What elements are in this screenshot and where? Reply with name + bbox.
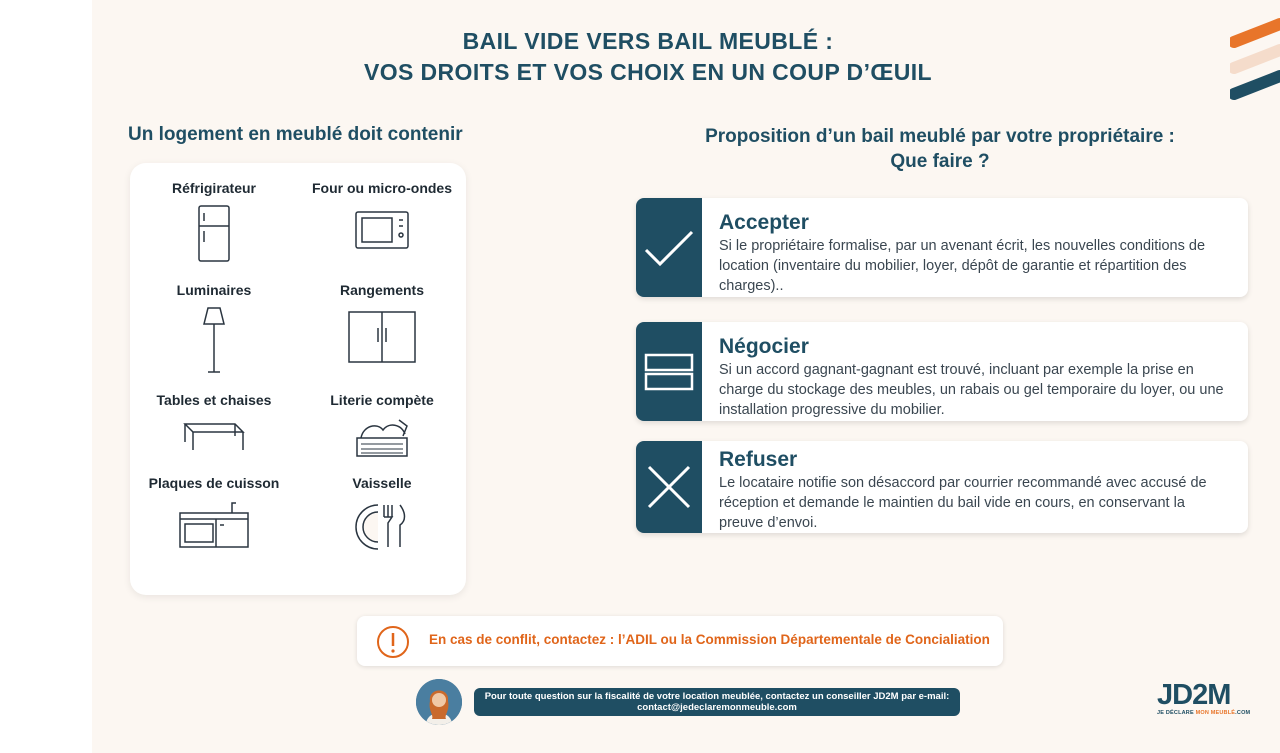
furniture-item-label: Réfrigirateur [171, 180, 257, 196]
furniture-item-label: Literie compète [330, 392, 434, 408]
page-title [300, 26, 996, 88]
option-title: Refuser [719, 448, 798, 471]
advisor-portrait [416, 679, 462, 725]
furniture-item-label: Plaques de cuisson [148, 475, 280, 491]
furniture-item-cooktop [130, 475, 298, 551]
contact-email[interactable]: contact@jedeclaremonmeuble.com [637, 702, 797, 713]
microwave-icon [354, 204, 410, 254]
options-heading [660, 124, 1220, 174]
furniture-item-microwave [298, 180, 466, 254]
furniture-heading: Un logement en meublé doit contenir [128, 124, 463, 145]
furniture-item-bedding [298, 392, 466, 462]
option-card-refuse [636, 441, 1248, 533]
furniture-card [130, 163, 466, 595]
title-line-2: VOS DROITS ET VOS CHOIX EN UN COUP D’ŒUIL [363, 59, 933, 85]
cabinet-icon [347, 306, 417, 366]
option-badge [636, 198, 702, 297]
logo-wordmark: JD2M [1157, 679, 1231, 711]
furniture-item-lamp [130, 282, 298, 376]
cross-icon [645, 463, 693, 511]
option-card-negotiate [636, 322, 1248, 421]
furniture-item-label: Vaisselle [352, 475, 412, 491]
option-title: Négocier [719, 335, 809, 358]
avatar [416, 679, 462, 725]
table-icon [181, 416, 247, 456]
furniture-item-dishes [298, 475, 466, 553]
plate-cutlery-icon [354, 499, 410, 553]
check-icon [642, 228, 696, 268]
option-badge [636, 441, 702, 533]
furniture-item-table [130, 392, 298, 456]
conflict-banner [357, 616, 1003, 666]
exclamation-circle-icon [376, 625, 410, 659]
furniture-item-storage [298, 282, 466, 366]
contact-banner [474, 688, 960, 716]
fridge-icon [194, 204, 234, 264]
option-text: Si un accord gagnant-gagnant est trouvé, incluant par exemple la prise en charge du stockage des meubles, un rabais ou gel temporaire du loyer, ou une installation progressive du mobilier. [719, 362, 1224, 418]
options-heading-line-1: Proposition d’un bail meublé par votre propriétaire : [705, 126, 1175, 147]
jd2m-logo [1157, 679, 1251, 730]
furniture-item-fridge [130, 180, 298, 264]
option-text: Si le propriétaire formalise, par un avenant écrit, les nouvelles conditions de location (inventaire du mobilier, loyer, dépôt de garantie et répartition des charges).. [719, 238, 1206, 294]
contact-text: Pour toute question sur la fiscalité de votre location meublée, contactez un conseiller JD2M par e-mail: [484, 691, 950, 702]
floor-lamp-icon [194, 306, 234, 376]
furniture-item-label: Rangements [339, 282, 425, 298]
two-boxes-icon [644, 352, 694, 392]
title-line-1: BAIL VIDE VERS BAIL MEUBLÉ : [462, 28, 834, 54]
conflict-text: En cas de conflit, contactez : l’ADIL ou la Commission Départementale de Concialiation [429, 632, 990, 647]
option-title: Accepter [719, 211, 809, 234]
option-badge [636, 322, 702, 421]
logo-tagline: JE DÉCLARE MON MEUBLÉ.COM [1157, 710, 1251, 716]
furniture-item-label: Tables et chaises [156, 392, 272, 408]
kitchen-icon [178, 499, 250, 551]
option-card-accept [636, 198, 1248, 297]
options-heading-line-2: Que faire ? [890, 151, 990, 172]
option-text: Le locataire notifie son désaccord par courrier recommandé avec accusé de réception et demande le maintien du bail vide en cours, en conservant la preuve d’envoi. [719, 475, 1207, 531]
decorative-stripes [1230, 12, 1280, 102]
furniture-item-label: Four ou micro-ondes [312, 180, 452, 196]
furniture-item-label: Luminaires [176, 282, 252, 298]
bedding-icon [353, 416, 411, 462]
